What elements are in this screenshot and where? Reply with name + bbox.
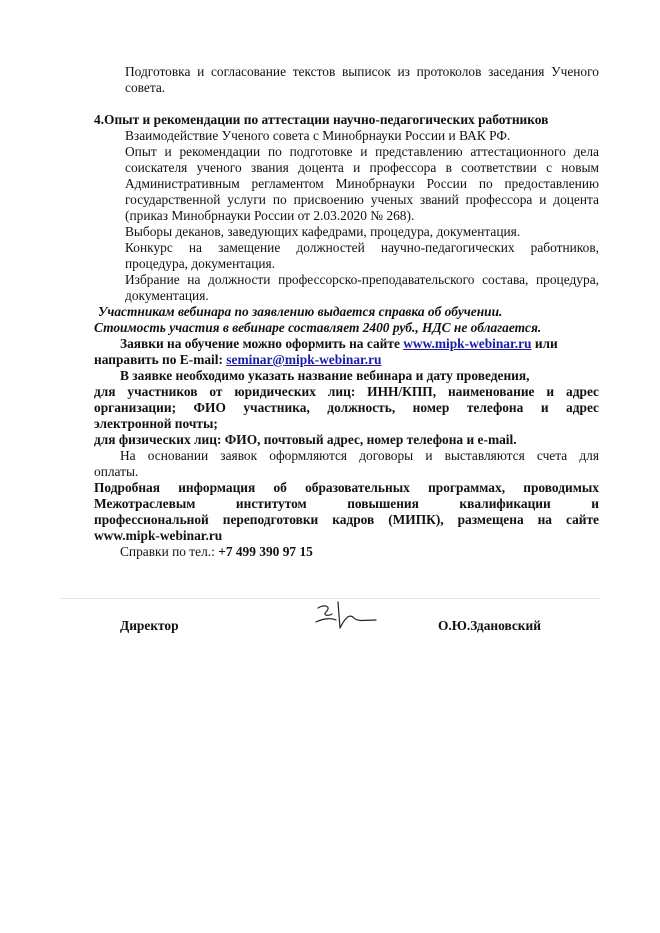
- requirements-intro: В заявке необходимо указать название вебинара и дату проведения,: [120, 368, 530, 383]
- director-name: О.Ю.Здановский: [438, 618, 541, 633]
- sec4-item-2-line-1: Опыт и рекомендации по подготовке и представлению аттестационного дела: [125, 144, 599, 159]
- apply-text-or: или: [531, 336, 558, 351]
- phone-number: +7 499 390 97 15: [218, 544, 313, 559]
- sec3-line-2: совета.: [125, 80, 166, 95]
- email-link[interactable]: seminar@mipk-webinar.ru: [226, 352, 382, 367]
- sec4-item-2-line-4: государственной услуги по присвоению ученых званий профессора и доцента: [125, 192, 599, 207]
- info-line-2: Межотраслевым институтом повышения квалификации и: [94, 496, 599, 511]
- sec4-item-2-line-3: Административным регламентом Минобрнауки России по предоставлению: [125, 176, 599, 191]
- cost-notice: Стоимость участия в вебинаре составляет 2400 руб., НДС не облагается.: [94, 320, 542, 335]
- sec4-item-4-line-1: Конкурс на замещение должностей научно-педагогических работников,: [125, 240, 599, 255]
- apply-line-1: [120, 336, 558, 352]
- info-line-1: Подробная информация об образовательных программах, проводимых: [94, 480, 599, 495]
- sec4-item-1: Взаимодействие Ученого совета с Минобрнауки России и ВАК РФ.: [125, 128, 511, 143]
- contracts-line-1: На основании заявок оформляются договоры и выставляются счета для: [120, 448, 599, 463]
- sec4-item-5-line-1: Избрание на должности профессорско-преподавательского состава, процедура,: [125, 272, 599, 287]
- legal-entities-line-3: электронной почты;: [94, 416, 218, 431]
- individuals-line: для физических лиц: ФИО, почтовый адрес, номер телефона и e-mail.: [94, 432, 517, 447]
- handwritten-signature: [310, 598, 380, 638]
- legal-entities-line-2: организации; ФИО участника, должность, номер телефона и адрес: [94, 400, 599, 415]
- sec4-item-4-line-2: процедура, документация.: [125, 256, 276, 271]
- website-link[interactable]: www.mipk-webinar.ru: [403, 336, 532, 351]
- phone-line: [120, 544, 313, 560]
- apply-line-2: [94, 352, 381, 368]
- legal-entities-line-1: для участников от юридических лиц: ИНН/КПП, наименование и адрес: [94, 384, 599, 399]
- apply-text: Заявки на обучение можно оформить на сайте: [120, 336, 404, 351]
- info-line-3: профессиональной переподготовки кадров (МИПК), размещена на сайте: [94, 512, 599, 527]
- certificate-notice: Участникам вебинара по заявлению выдается справка об обучении.: [98, 304, 503, 319]
- phone-label: Справки по тел.:: [120, 544, 219, 559]
- director-title: Директор: [120, 618, 179, 633]
- section-4-heading: 4.Опыт и рекомендации по аттестации научно-педагогических работников: [94, 112, 549, 127]
- sec4-item-2-line-5: (приказ Минобрнауки России от 2.03.2020 № 268).: [125, 208, 415, 223]
- contracts-line-2: оплаты.: [94, 464, 139, 479]
- sec4-item-5-line-2: документация.: [125, 288, 209, 303]
- sec4-item-2-line-2: соискателя ученого звания доцента и профессора в соответствии с новым: [125, 160, 599, 175]
- sec3-line-1: Подготовка и согласование текстов выписок из протоколов заседания Ученого: [125, 64, 599, 79]
- email-label: направить по E-mail:: [94, 352, 227, 367]
- info-line-4: www.mipk-webinar.ru: [94, 528, 223, 543]
- sec4-item-3: Выборы деканов, заведующих кафедрами, процедура, документация.: [125, 224, 521, 239]
